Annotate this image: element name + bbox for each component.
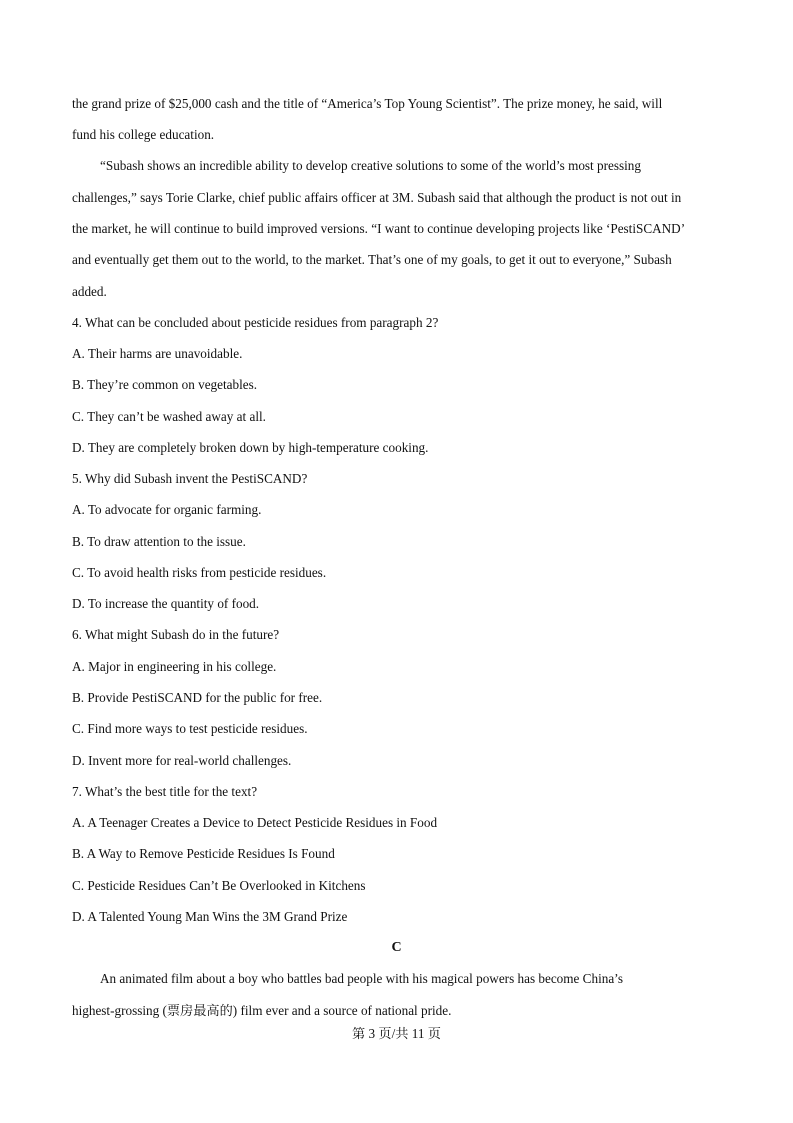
answer-option: B. To draw attention to the issue. [72,534,246,549]
answer-option: C. To avoid health risks from pesticide residues. [72,565,327,580]
passage-line: fund his college education. [72,127,215,142]
passage-line: An animated film about a boy who battles bad people with his magical powers has become China’s [100,971,623,986]
page-number: 第 3 页/共 11 页 [352,1026,441,1041]
answer-option: D. A Talented Young Man Wins the 3M Grand Prize [72,909,348,924]
passage-line: challenges,” says Torie Clarke, chief public affairs officer at 3M. Subash said that although the product is not out in [72,190,682,205]
answer-option: C. They can’t be washed away at all. [72,409,266,424]
passage-line: and eventually get them out to the world, to the market. That’s one of my goals, to get it out to everyone,” Subash [72,252,672,267]
question-stem: 7. What’s the best title for the text? [72,784,258,799]
passage-line: added. [72,284,107,299]
passage-line: “Subash shows an incredible ability to develop creative solutions to some of the world’s most pressing [100,158,641,173]
question-stem: 5. Why did Subash invent the PestiSCAND? [72,471,308,486]
answer-option: D. To increase the quantity of food. [72,596,260,611]
question-stem: 4. What can be concluded about pesticide residues from paragraph 2? [72,315,439,330]
answer-option: B. They’re common on vegetables. [72,377,258,392]
passage-line: the market, he will continue to build improved versions. “I want to continue developing projects like ‘PestiSCAND’ [72,221,686,236]
answer-option: A. To advocate for organic farming. [72,502,262,517]
passage-line: the grand prize of $25,000 cash and the title of “America’s Top Young Scientist”. The prize money, he said, will [72,96,663,111]
answer-option: A. Their harms are unavoidable. [72,346,243,361]
answer-option: A. A Teenager Creates a Device to Detect Pesticide Residues in Food [72,815,438,830]
passage-line: highest-grossing (票房最高的) film ever and a source of national pride. [72,1003,452,1018]
answer-option: A. Major in engineering in his college. [72,659,277,674]
answer-option: B. Provide PestiSCAND for the public for free. [72,690,323,705]
answer-option: C. Pesticide Residues Can’t Be Overlooked in Kitchens [72,878,366,893]
answer-option: B. A Way to Remove Pesticide Residues Is Found [72,846,335,861]
answer-option: D. They are completely broken down by high-temperature cooking. [72,440,429,455]
section-heading: C [391,940,402,955]
answer-option: C. Find more ways to test pesticide residues. [72,721,308,736]
question-stem: 6. What might Subash do in the future? [72,627,280,642]
answer-option: D. Invent more for real-world challenges. [72,753,292,768]
